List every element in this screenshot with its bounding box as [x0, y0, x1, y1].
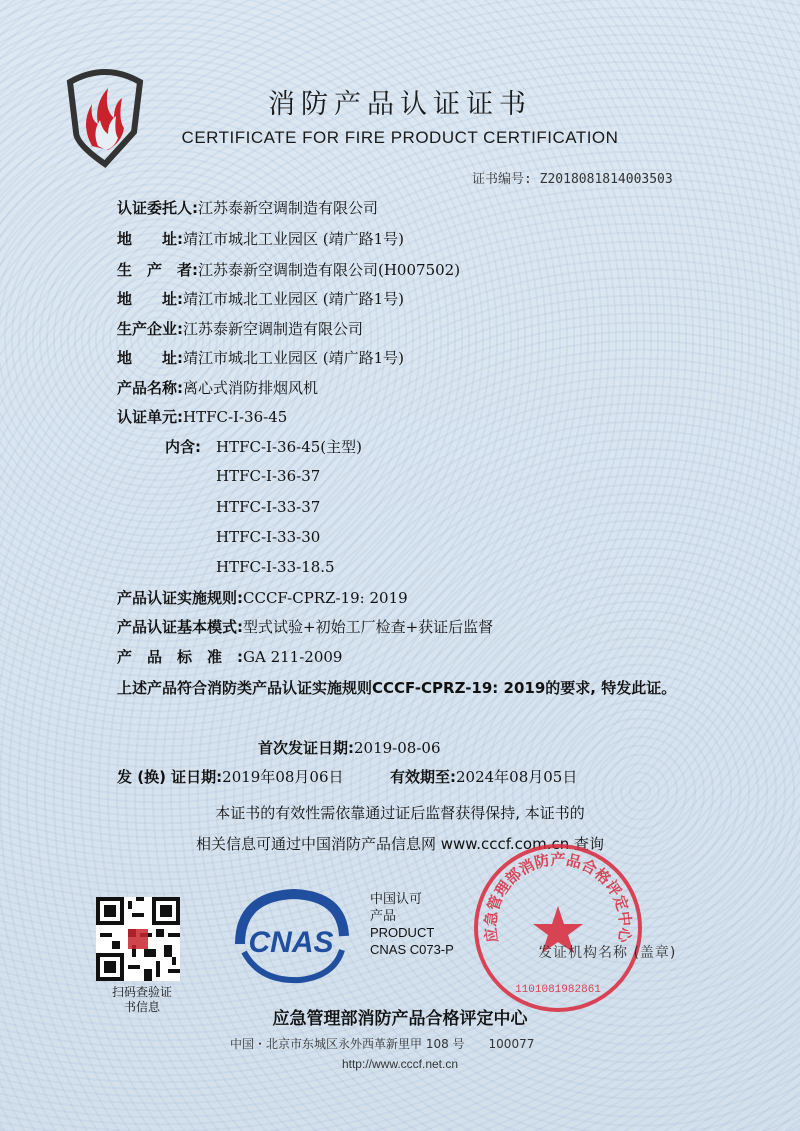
contains-label: 内含:: [165, 438, 201, 456]
first-issue-row: [258, 737, 440, 758]
first-issue-label: 首次发证日期:: [258, 739, 354, 757]
qr-caption: 扫码查验证书信息: [112, 985, 173, 1014]
client-row: [117, 197, 378, 218]
first-issue-date: 2019-08-06: [354, 739, 441, 757]
issue-date: 2019年08月06日: [222, 768, 344, 786]
address-value-3: 靖江市城北工业园区 (靖广路1号): [183, 349, 405, 367]
official-seal: [472, 842, 644, 1014]
product-name-label: 产品名称:: [117, 379, 183, 397]
standard-value: GA 211-2009: [243, 648, 343, 666]
rule-value: CCCF-CPRZ-19: 2019: [243, 589, 408, 607]
model-item: HTFC-Ⅰ-33-18.5: [216, 558, 335, 576]
rule-row: [117, 587, 408, 608]
enterprise-label: 生产企业:: [117, 320, 183, 338]
standard-row: [117, 646, 342, 667]
seal-ring-text: 应急管理部消防产品合格评定中心: [481, 850, 635, 944]
model-item: HTFC-Ⅰ-36-37: [216, 467, 321, 485]
address-row-1: [117, 228, 404, 249]
cnas-accreditation-text: [370, 890, 454, 958]
seal-number: 1101081982861: [515, 984, 601, 996]
cnas-line-2: 产品: [370, 908, 397, 923]
issuing-organization: 应急管理部消防产品合格评定中心: [272, 1009, 528, 1029]
certificate-title-en: CERTIFICATE FOR FIRE PRODUCT CERTIFICATION: [181, 128, 619, 147]
organization-address: 中国・北京市东城区永外西革新里甲 108 号 100077: [230, 1037, 535, 1051]
address-value-2: 靖江市城北工业园区 (靖广路1号): [183, 290, 405, 308]
notice-line-1: 本证书的有效性需依靠通过证后监督获得保持, 本证书的: [215, 804, 585, 822]
cnas-line-1: 中国认可: [370, 891, 423, 906]
address-row-2: [117, 288, 404, 309]
conformity-statement: 上述产品符合消防类产品认证实施规则CCCF-CPRZ-19: 2019的要求, 特发此证。: [117, 679, 677, 697]
standard-label: 产 品 标 准 :: [117, 648, 243, 666]
organization-website[interactable]: http://www.cccf.net.cn: [341, 1057, 459, 1071]
cnas-logo: [230, 888, 352, 984]
issuer-label: 发证机构名称 (盖章): [538, 945, 677, 961]
issue-date-label: 发 (换) 证日期:: [117, 768, 223, 786]
model-item: HTFC-Ⅰ-33-30: [216, 528, 321, 546]
mode-value: 型式试验+初始工厂检查+获证后监督: [243, 618, 494, 636]
qr-code[interactable]: [96, 897, 180, 981]
cnas-line-4: CNAS C073-P: [370, 942, 454, 957]
address-value-1: 靖江市城北工业园区 (靖广路1号): [183, 230, 405, 248]
mode-label: 产品认证基本模式:: [117, 618, 243, 636]
certificate-title-cn: 消防产品认证证书: [268, 89, 532, 120]
valid-until-date: 2024年08月05日: [456, 768, 578, 786]
enterprise-row: [117, 318, 363, 339]
address-label-1: 地 址:: [117, 230, 183, 248]
issue-date-row: [117, 766, 344, 787]
cert-unit-row: [117, 406, 287, 427]
valid-until-row: [390, 766, 577, 787]
producer-label: 生 产 者:: [117, 261, 198, 279]
producer-value: 江苏泰新空调制造有限公司(H007502): [198, 261, 461, 279]
address-label-2: 地 址:: [117, 290, 183, 308]
address-label-3: 地 址:: [117, 349, 183, 367]
notice-line-2: 相关信息可通过中国消防产品信息网 www.cccf.com.cn 查询: [196, 835, 604, 853]
cert-unit-value: HTFC-Ⅰ-36-45: [183, 408, 288, 426]
client-label: 认证委托人:: [117, 199, 198, 217]
rule-label: 产品认证实施规则:: [117, 589, 243, 607]
mode-row: [117, 616, 493, 637]
address-row-3: [117, 347, 404, 368]
model-item: HTFC-Ⅰ-33-37: [216, 498, 321, 516]
cert-unit-label: 认证单元:: [117, 408, 183, 426]
model-item: HTFC-Ⅰ-36-45(主型): [216, 438, 362, 456]
cnas-logo-text: CNAS: [248, 926, 334, 959]
product-name-row: [117, 377, 318, 398]
product-name-value: 离心式消防排烟风机: [183, 379, 319, 397]
cnas-line-3: PRODUCT: [370, 925, 435, 940]
enterprise-value: 江苏泰新空调制造有限公司: [183, 320, 364, 338]
valid-until-label: 有效期至:: [390, 768, 456, 786]
client-value: 江苏泰新空调制造有限公司: [198, 199, 379, 217]
producer-row: [117, 259, 460, 280]
certificate-number: 证书编号: Z2018081814003503: [472, 172, 673, 187]
